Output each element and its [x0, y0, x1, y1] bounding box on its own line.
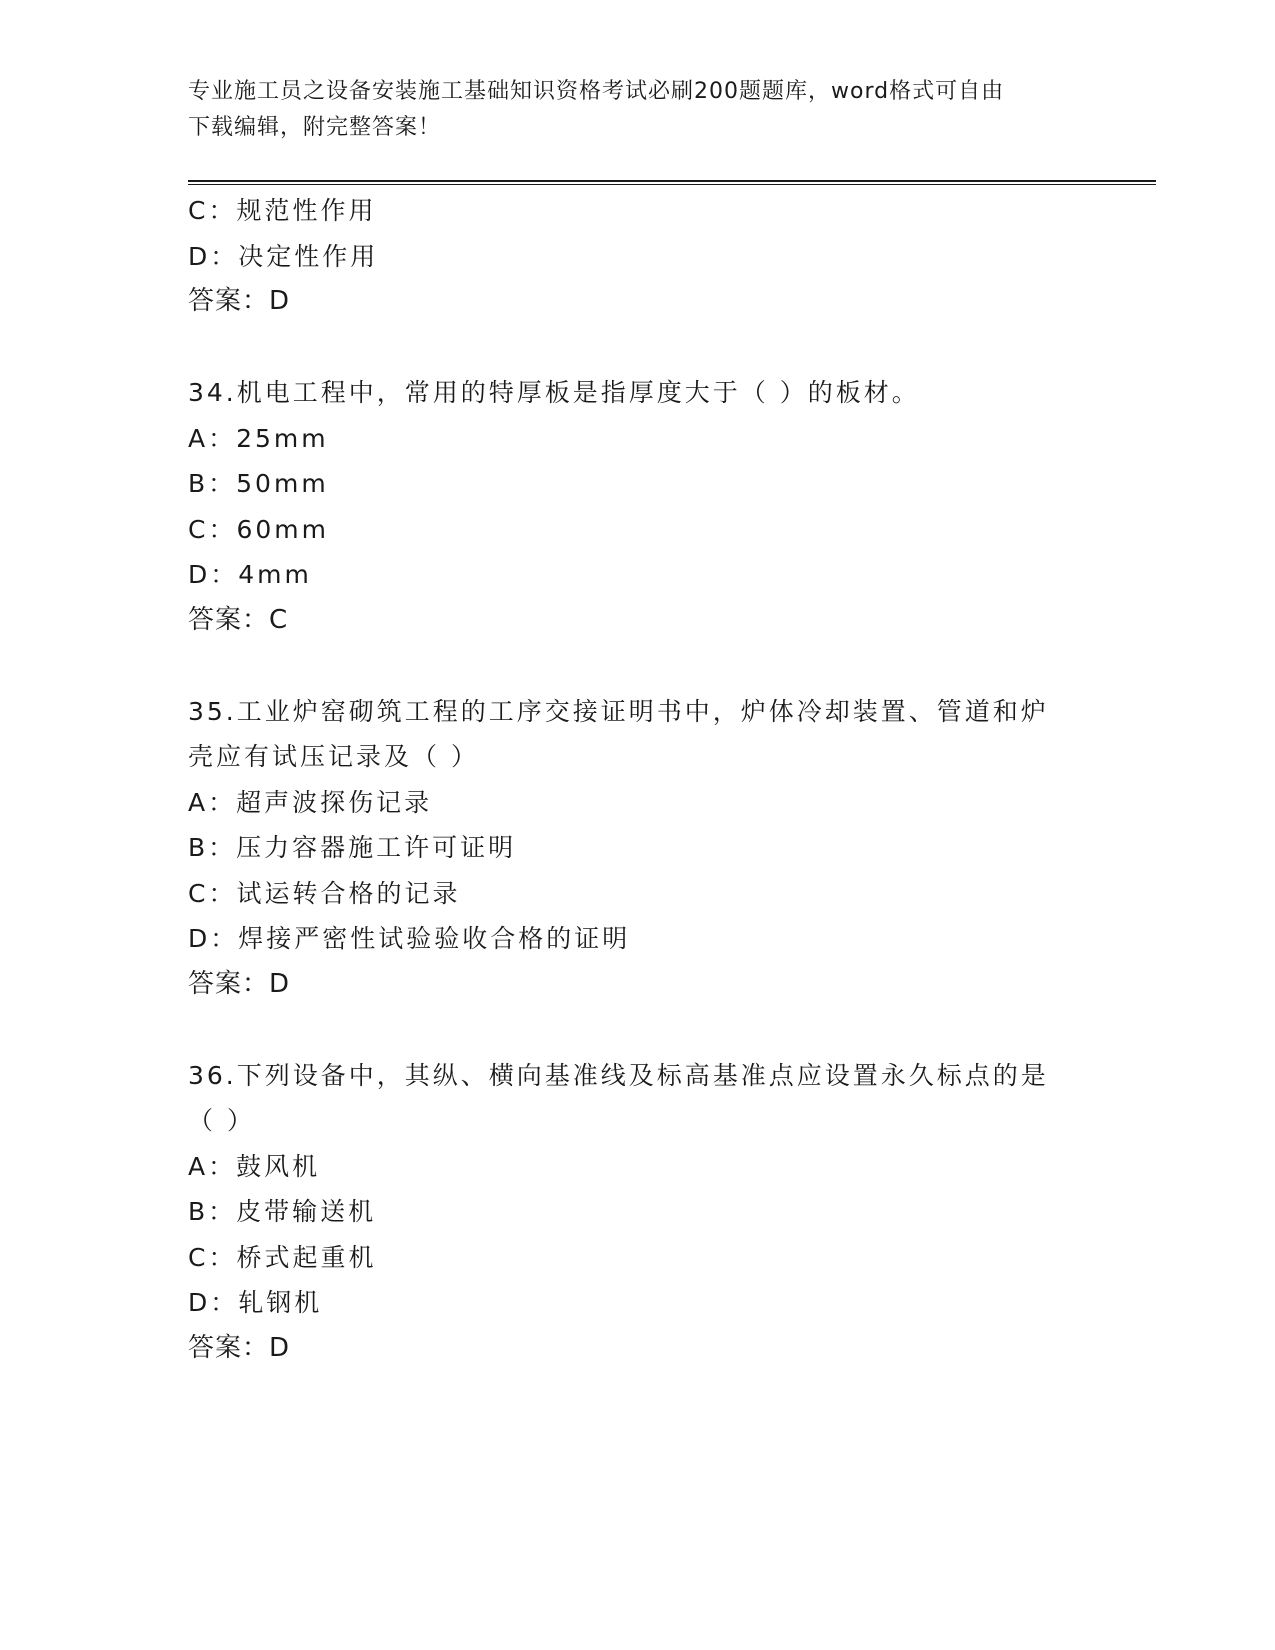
question-34	[188, 370, 1088, 643]
question-36	[188, 1053, 1088, 1372]
question-text: 35.工业炉窑砌筑工程的工序交接证明书中，炉体冷却装置、管道和炉	[188, 696, 1049, 726]
spacer	[188, 325, 1088, 371]
option-c: C：桥式起重机	[188, 1242, 377, 1272]
option-d: D：焊接严密性试验验收合格的证明	[188, 924, 631, 953]
answer-line: 答案：D	[188, 1332, 291, 1363]
option-b: B：皮带输送机	[188, 1197, 377, 1226]
spacer	[188, 643, 1088, 689]
option-b: B：压力容器施工许可证明	[188, 833, 517, 862]
answer-line: 答案：D	[188, 968, 291, 999]
option-d: D：轧钢机	[188, 1288, 323, 1317]
document-header	[188, 74, 1078, 146]
question-text: 34.机电工程中，常用的特厚板是指厚度大于（ ）的板材。	[188, 378, 920, 407]
option-d: D：决定性作用	[188, 241, 379, 271]
header-line-1: 专业施工员之设备安装施工基础知识资格考试必刷200题题库，word格式可自由	[188, 79, 1005, 104]
option-b: B：50mm	[188, 469, 329, 498]
option-c: C：试运转合格的记录	[188, 878, 461, 908]
question-list	[188, 188, 1088, 1371]
option-a: A：鼓风机	[188, 1151, 321, 1181]
option-c: C：规范性作用	[188, 196, 377, 225]
spacer	[188, 1007, 1088, 1053]
option-d: D：4mm	[188, 560, 312, 589]
answer-line: 答案：C	[188, 604, 289, 635]
option-c: C：60mm	[188, 514, 329, 544]
option-a: A：25mm	[188, 423, 329, 453]
answer-line: 答案：D	[188, 286, 291, 316]
header-divider-thick	[188, 180, 1156, 182]
option-a: A：超声波探伤记录	[188, 787, 433, 817]
header-divider-thin	[188, 184, 1156, 185]
header-line-2: 下载编辑，附完整答案！	[188, 115, 442, 140]
question-text: 36.下列设备中，其纵、横向基准线及标高基准点应设置永久标点的是	[188, 1060, 1049, 1090]
question-text-continued: 壳应有试压记录及（ ）	[188, 742, 479, 771]
previous-question-tail	[188, 188, 1088, 325]
question-35	[188, 689, 1088, 1008]
question-text-continued: （ ）	[188, 1106, 255, 1135]
